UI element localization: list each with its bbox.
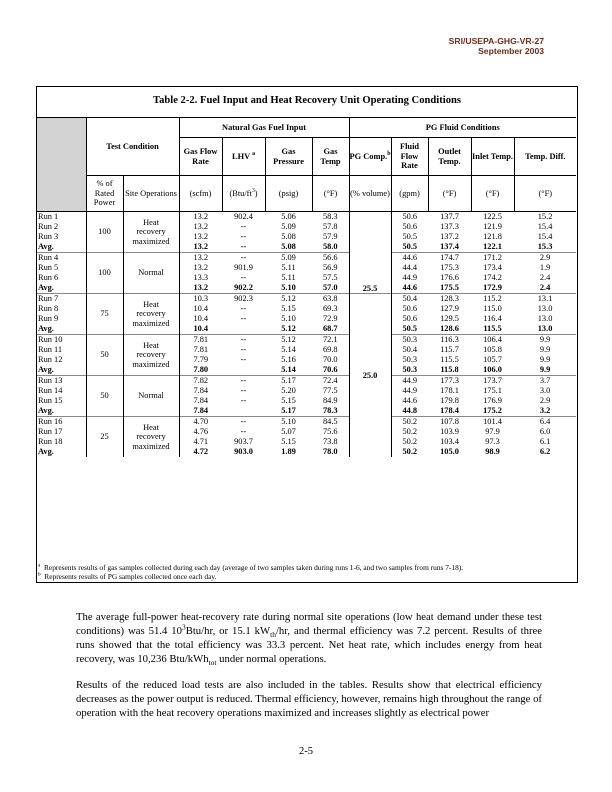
cell-fluid: 44.9 [391, 273, 428, 283]
cell-out: 137.4 [440, 242, 459, 251]
rated-power-cell: 100 [86, 212, 123, 253]
cell-lhv: -- [240, 222, 247, 231]
cell-in: 175.1 [483, 386, 502, 395]
cell-in: 106.4 [471, 335, 514, 346]
cell-in: 106.0 [483, 365, 502, 374]
unit-rated-power: % of Rated Power [86, 176, 123, 212]
cell-flow: 10.4 [179, 314, 222, 324]
cell-flow: 7.81 [179, 335, 222, 346]
cell-press: 5.15 [281, 396, 296, 405]
cell-temp: 58.3 [312, 212, 349, 223]
report-id: SRI/USEPA-GHG-VR-27 [448, 36, 544, 46]
cell-flow: 13.2 [179, 253, 222, 264]
run-row [37, 376, 576, 387]
cell-in: 122.5 [471, 212, 514, 223]
cell-flow: 13.2 [179, 232, 222, 242]
cell-temp: 69.3 [322, 304, 338, 313]
header-test-condition: Test Condition [86, 118, 179, 176]
cell-temp: 63.8 [312, 294, 349, 305]
run-label: Run 12 [38, 355, 63, 364]
cell-lhv: -- [222, 335, 265, 346]
cell-lhv: 902.4 [222, 212, 265, 223]
cell-out: 174.7 [428, 253, 471, 264]
cell-lhv: -- [240, 242, 247, 251]
unit-btu-close: ) [254, 188, 258, 198]
cell-diff: 3.7 [514, 376, 576, 387]
cell-fluid: 44.4 [391, 263, 428, 273]
footnote-marker: a [252, 151, 256, 157]
cell-flow: 7.82 [179, 376, 222, 387]
cell-fluid: 50.6 [391, 222, 428, 232]
cell-press: 5.16 [281, 355, 296, 364]
col-gas-flow: Gas Flow Rate [179, 138, 222, 176]
cell-press: 5.07 [281, 427, 296, 436]
cell-lhv [222, 324, 265, 335]
cell-temp: 72.1 [312, 335, 349, 346]
cell-temp: 57.9 [322, 232, 338, 241]
col-gas-pressure: Gas Pressure [265, 138, 312, 176]
cell-diff: 2.4 [539, 273, 551, 282]
cell-flow: 4.76 [179, 427, 222, 437]
cell-fluid: 50.5 [391, 232, 428, 242]
site-operations-cell: Heat recovery maximized [123, 212, 179, 253]
cell-in: 173.7 [471, 376, 514, 387]
cell-fluid: 44.6 [391, 253, 428, 264]
cell-flow: 4.72 [179, 447, 222, 457]
cell-in: 122.1 [483, 242, 502, 251]
cell-out: 128.6 [440, 324, 459, 333]
cell-press: 5.15 [281, 304, 296, 313]
p1-part-c: /hr, and thermal efficiency was 7.2 percent. Results of three runs showed that the total efficiency was 33.3 percent. Net heat rate, which includes energy from heat recovery, was 10,236 Btu/kWh [76, 625, 542, 666]
cell-flow: 13.3 [179, 273, 222, 283]
col-lhv [222, 138, 265, 176]
run-row [37, 417, 576, 428]
header-row-groups [37, 118, 576, 138]
p1-part-a: The average full-power heat-recovery rate during normal site operations (low heat demand under these test conditions) was 51.4 10 [76, 611, 542, 638]
cell-lhv: -- [240, 273, 247, 282]
cell-lhv: -- [240, 396, 247, 405]
cell-diff: 1.9 [539, 263, 551, 272]
pg-comp-cell: 25.0 [349, 294, 391, 458]
cell-temp: 70.6 [322, 365, 338, 374]
cell-diff: 15.3 [537, 242, 553, 251]
cell-flow: 7.84 [179, 386, 222, 396]
cell-press: 5.20 [281, 386, 296, 395]
cell-fluid: 44.9 [391, 376, 428, 387]
cell-temp: 56.9 [322, 263, 338, 272]
cell-press: 5.17 [265, 376, 312, 387]
cell-temp: 57.5 [322, 273, 338, 282]
col-pg-comp [349, 138, 391, 176]
cell-temp: 78.0 [322, 447, 338, 456]
cell-press: 5.09 [281, 222, 296, 231]
cell-press: 5.14 [281, 345, 296, 354]
cell-out: 137.2 [440, 232, 459, 241]
cell-flow: 7.84 [179, 396, 222, 406]
p1-exp: 3 [181, 622, 186, 632]
cell-out: 128.3 [428, 294, 471, 305]
footnote-b-mark: b [38, 571, 41, 578]
cell-press: 5.14 [281, 365, 296, 374]
site-operations-cell: Heat recovery maximized [123, 417, 179, 458]
cell-temp: 69.8 [322, 345, 338, 354]
cell-fluid: 44.9 [391, 386, 428, 396]
cell-diff: 9.9 [539, 365, 551, 374]
cell-fluid: 50.2 [391, 427, 428, 437]
header-row-units [37, 176, 576, 212]
cell-fluid: 44.6 [391, 283, 428, 294]
site-operations-cell: Heat recovery maximized [123, 335, 179, 376]
cell-lhv: -- [240, 232, 247, 241]
cell-fluid: 44.8 [391, 406, 428, 417]
cell-flow: 13.2 [179, 212, 222, 223]
run-label: Avg. [38, 242, 54, 251]
run-label: Run 13 [37, 376, 86, 387]
cell-flow: 13.2 [179, 222, 222, 232]
run-label: Run 7 [37, 294, 86, 305]
cell-fluid: 50.2 [391, 447, 428, 457]
run-label: Run 11 [38, 345, 63, 354]
footnote-b [38, 572, 216, 581]
cell-temp: 57.8 [322, 222, 338, 231]
cell-temp: 70.0 [322, 355, 338, 364]
site-operations-cell: Normal [123, 253, 179, 294]
run-row [37, 212, 576, 223]
cell-diff: 6.1 [539, 437, 551, 446]
header-pg-fluid: PG Fluid Conditions [349, 118, 576, 138]
cell-press: 5.12 [281, 324, 296, 333]
cell-lhv [222, 406, 265, 417]
cell-lhv: -- [240, 314, 247, 323]
cell-out: 175.3 [440, 263, 459, 272]
cell-diff: 13.1 [514, 294, 576, 305]
cell-press: 5.15 [281, 437, 296, 446]
cell-lhv: -- [222, 376, 265, 387]
unit-site-operations: Site Operations [123, 176, 179, 212]
header-natural-gas: Natural Gas Fuel Input [179, 118, 349, 138]
cell-in: 115.0 [483, 304, 502, 313]
cell-out: 115.7 [440, 345, 459, 354]
footnote-a-text: Represents results of gas samples collected during each day (average of two samples taken during runs 1-6, and two samples from runs 7-18). [44, 563, 464, 572]
cell-lhv [222, 365, 265, 376]
run-label: Run 2 [38, 222, 59, 231]
run-label: Run 5 [38, 263, 59, 272]
cell-flow: 7.79 [179, 355, 222, 365]
cell-in: 121.8 [483, 232, 502, 241]
col-pg-comp-label: PG Comp. [349, 151, 388, 161]
col-outlet-temp: Outlet Temp. [428, 138, 471, 176]
cell-diff: 13.0 [537, 304, 553, 313]
cell-press: 5.10 [265, 417, 312, 428]
cell-temp: 72.9 [322, 314, 338, 323]
cell-fluid: 50.6 [391, 304, 428, 314]
cell-in: 105.8 [483, 345, 502, 354]
cell-temp: 72.4 [312, 376, 349, 387]
rated-power-cell: 75 [86, 294, 123, 335]
cell-temp: 56.6 [312, 253, 349, 264]
cell-press: 5.10 [281, 283, 296, 292]
run-row [37, 335, 576, 346]
cell-in: 105.7 [483, 355, 502, 364]
cell-fluid: 50.6 [391, 314, 428, 324]
unit-btu-exp: 3 [251, 188, 255, 194]
paragraph-heat-recovery [76, 610, 542, 666]
unit-outlet: (°F) [428, 176, 471, 212]
cell-flow: 13.2 [179, 263, 222, 273]
cell-fluid: 50.2 [391, 437, 428, 447]
cell-flow: 7.81 [179, 345, 222, 355]
cell-flow: 7.84 [179, 406, 222, 417]
cell-temp: 84.5 [312, 417, 349, 428]
table-title: Table 2-2. Fuel Input and Heat Recovery Unit Operating Conditions [152, 95, 462, 106]
run-label: Run 14 [38, 386, 63, 395]
cell-in: 175.2 [483, 406, 502, 415]
cell-diff: 3.2 [539, 406, 551, 415]
cell-flow: 10.4 [179, 304, 222, 314]
cell-diff: 2.4 [539, 283, 551, 292]
cell-temp: 75.6 [322, 427, 338, 436]
cell-fluid: 50.5 [391, 242, 428, 253]
cell-press: 5.12 [265, 294, 312, 305]
unit-gas-temp: (°F) [312, 176, 349, 212]
cell-out: 137.7 [428, 212, 471, 223]
report-date: September 2003 [478, 46, 544, 56]
cell-in: 101.4 [471, 417, 514, 428]
cell-out: 179.8 [440, 396, 459, 405]
cell-flow: 13.2 [179, 242, 222, 253]
cell-out: 116.3 [428, 335, 471, 346]
cell-lhv: -- [222, 417, 265, 428]
cell-flow: 10.4 [179, 324, 222, 335]
cell-lhv: -- [222, 253, 265, 264]
run-label: Avg. [38, 447, 54, 456]
header-blank [37, 176, 86, 212]
cell-in: 174.2 [483, 273, 502, 282]
unit-btu-text: (Btu/ft [229, 188, 252, 198]
header-blank [37, 138, 86, 176]
run-label: Avg. [38, 324, 54, 333]
cell-lhv: 903.7 [234, 437, 253, 446]
cell-temp: 78.3 [322, 406, 338, 415]
cell-flow: 10.3 [179, 294, 222, 305]
cell-out: 176.6 [440, 273, 459, 282]
cell-fluid: 50.3 [391, 365, 428, 376]
rated-power-cell: 50 [86, 376, 123, 417]
run-label: Run 3 [38, 232, 59, 241]
cell-temp: 57.0 [322, 283, 338, 292]
run-label: Run 18 [38, 437, 63, 446]
p1-sub-th: th [270, 630, 276, 640]
cell-lhv: 902.2 [234, 283, 253, 292]
cell-fluid: 44.6 [391, 396, 428, 406]
page-number: 2-5 [299, 746, 313, 757]
cell-press: 5.09 [265, 253, 312, 264]
cell-flow: 13.2 [179, 283, 222, 294]
cell-diff: 13.0 [537, 314, 553, 323]
document-header [449, 36, 544, 56]
cell-diff: 2.9 [539, 396, 551, 405]
cell-in: 121.9 [483, 222, 502, 231]
cell-flow: 7.80 [179, 365, 222, 376]
cell-in: 176.9 [483, 396, 502, 405]
cell-out: 178.4 [440, 406, 459, 415]
col-inlet-temp: Inlet Temp. [471, 138, 514, 176]
unit-gpm: (gpm) [391, 176, 428, 212]
cell-in: 173.4 [483, 263, 502, 272]
p1-sub-tot: tot [208, 658, 217, 668]
cell-diff: 9.9 [514, 335, 576, 346]
cell-fluid: 50.3 [391, 355, 428, 365]
cell-diff: 15.2 [514, 212, 576, 223]
cell-diff: 9.9 [539, 345, 551, 354]
cell-out: 129.5 [440, 314, 459, 323]
footnote-b-text: Represents results of PG samples collected once each day. [44, 572, 217, 581]
cell-in: 97.3 [485, 437, 500, 446]
unit-btu [222, 176, 265, 212]
cell-flow: 4.70 [179, 417, 222, 428]
cell-press: 5.17 [281, 406, 296, 415]
cell-fluid: 50.2 [391, 417, 428, 428]
cell-press: 5.06 [265, 212, 312, 223]
unit-psig: (psig) [265, 176, 312, 212]
unit-scfm: (scfm) [179, 176, 222, 212]
header-blank [37, 118, 86, 138]
cell-fluid: 50.4 [391, 294, 428, 305]
site-operations-cell: Normal [123, 376, 179, 417]
cell-temp: 68.7 [322, 324, 338, 333]
footnote-a [38, 563, 463, 572]
rated-power-cell: 100 [86, 253, 123, 294]
cell-temp: 58.0 [322, 242, 338, 251]
run-label: Run 1 [37, 212, 86, 223]
cell-fluid: 50.5 [391, 324, 428, 335]
cell-diff: 6.2 [539, 447, 551, 456]
cell-press: 5.11 [281, 273, 296, 282]
cell-diff: 9.9 [539, 355, 551, 364]
cell-in: 116.4 [483, 314, 502, 323]
rated-power-cell: 50 [86, 335, 123, 376]
cell-press: 1.89 [281, 447, 296, 456]
cell-temp: 84.9 [322, 396, 338, 405]
site-operations-cell: Heat recovery maximized [123, 294, 179, 335]
paragraph-reduced-load: Results of the reduced load tests are also included in the tables. Results show that electrical efficiency decreases as the power output is reduced. Thermal efficiency, however, remains high throughout the range of operation with the heat recovery operations maximized and increases slightly as electrical power [76, 679, 542, 720]
cell-diff: 6.0 [539, 427, 551, 436]
cell-out: 137.3 [440, 222, 459, 231]
cell-lhv: -- [240, 304, 247, 313]
cell-lhv: -- [240, 427, 247, 436]
cell-diff: 15.4 [537, 232, 553, 241]
cell-diff: 6.4 [514, 417, 576, 428]
run-row [37, 294, 576, 305]
cell-in: 97.9 [485, 427, 500, 436]
run-label: Run 6 [38, 273, 59, 282]
footnote-marker: b [387, 151, 391, 157]
run-label: Run 10 [37, 335, 86, 346]
run-label: Run 15 [38, 396, 63, 405]
rated-power-cell: 25 [86, 417, 123, 458]
cell-press: 5.08 [281, 242, 296, 251]
cell-press: 5.08 [281, 232, 296, 241]
p1-part-b: Btu/hr, or 15.1 kW [185, 625, 271, 638]
col-fluid-flow: Fluid Flow Rate [391, 138, 428, 176]
cell-out: 115.5 [440, 355, 459, 364]
cell-out: 115.8 [440, 365, 459, 374]
run-label: Avg. [38, 406, 54, 415]
cell-diff: 15.4 [537, 222, 553, 231]
unit-inlet: (°F) [471, 176, 514, 212]
cell-out: 175.5 [440, 283, 459, 292]
p1-part-d: under normal operations. [216, 653, 327, 666]
cell-lhv: -- [240, 386, 247, 395]
cell-diff: 3.0 [539, 386, 551, 395]
cell-diff: 13.0 [537, 324, 553, 333]
cell-fluid: 50.4 [391, 345, 428, 355]
unit-pg-volume: (% volume) [349, 176, 391, 212]
run-label: Avg. [38, 365, 54, 374]
cell-out: 178.1 [440, 386, 459, 395]
col-temp-diff: Temp. Diff. [514, 138, 576, 176]
cell-in: 172.9 [483, 283, 502, 292]
fuel-input-table [37, 117, 576, 457]
cell-lhv: -- [240, 345, 247, 354]
run-label: Run 17 [38, 427, 63, 436]
col-lhv-label: LHV [232, 151, 250, 161]
run-row [37, 253, 576, 264]
cell-out: 103.4 [440, 437, 459, 446]
col-gas-temp: Gas Temp [312, 138, 349, 176]
cell-fluid: 50.3 [391, 335, 428, 346]
cell-press: 5.10 [281, 314, 296, 323]
cell-in: 171.2 [471, 253, 514, 264]
cell-diff: 2.9 [514, 253, 576, 264]
footnote-a-mark: a [38, 562, 41, 569]
run-label: Run 8 [38, 304, 59, 313]
cell-temp: 73.8 [322, 437, 338, 446]
run-label: Run 16 [37, 417, 86, 428]
cell-out: 127.9 [440, 304, 459, 313]
cell-lhv: 903.0 [234, 447, 253, 456]
cell-lhv: -- [240, 355, 247, 364]
pg-comp-cell: 25.5 [349, 212, 391, 294]
cell-in: 115.2 [471, 294, 514, 305]
cell-in: 115.5 [483, 324, 502, 333]
cell-lhv: 901.9 [234, 263, 253, 272]
cell-lhv: 902.3 [222, 294, 265, 305]
unit-tdiff: (°F) [514, 176, 576, 212]
run-label: Run 9 [38, 314, 59, 323]
run-label: Run 4 [37, 253, 86, 264]
cell-out: 105.0 [440, 447, 459, 456]
cell-out: 107.8 [428, 417, 471, 428]
cell-flow: 4.71 [179, 437, 222, 447]
cell-out: 177.3 [428, 376, 471, 387]
cell-in: 98.9 [485, 447, 500, 456]
cell-press: 5.11 [281, 263, 296, 272]
cell-out: 103.9 [440, 427, 459, 436]
run-label: Avg. [38, 283, 54, 292]
cell-temp: 77.5 [322, 386, 338, 395]
cell-fluid: 50.6 [391, 212, 428, 223]
cell-press: 5.12 [265, 335, 312, 346]
